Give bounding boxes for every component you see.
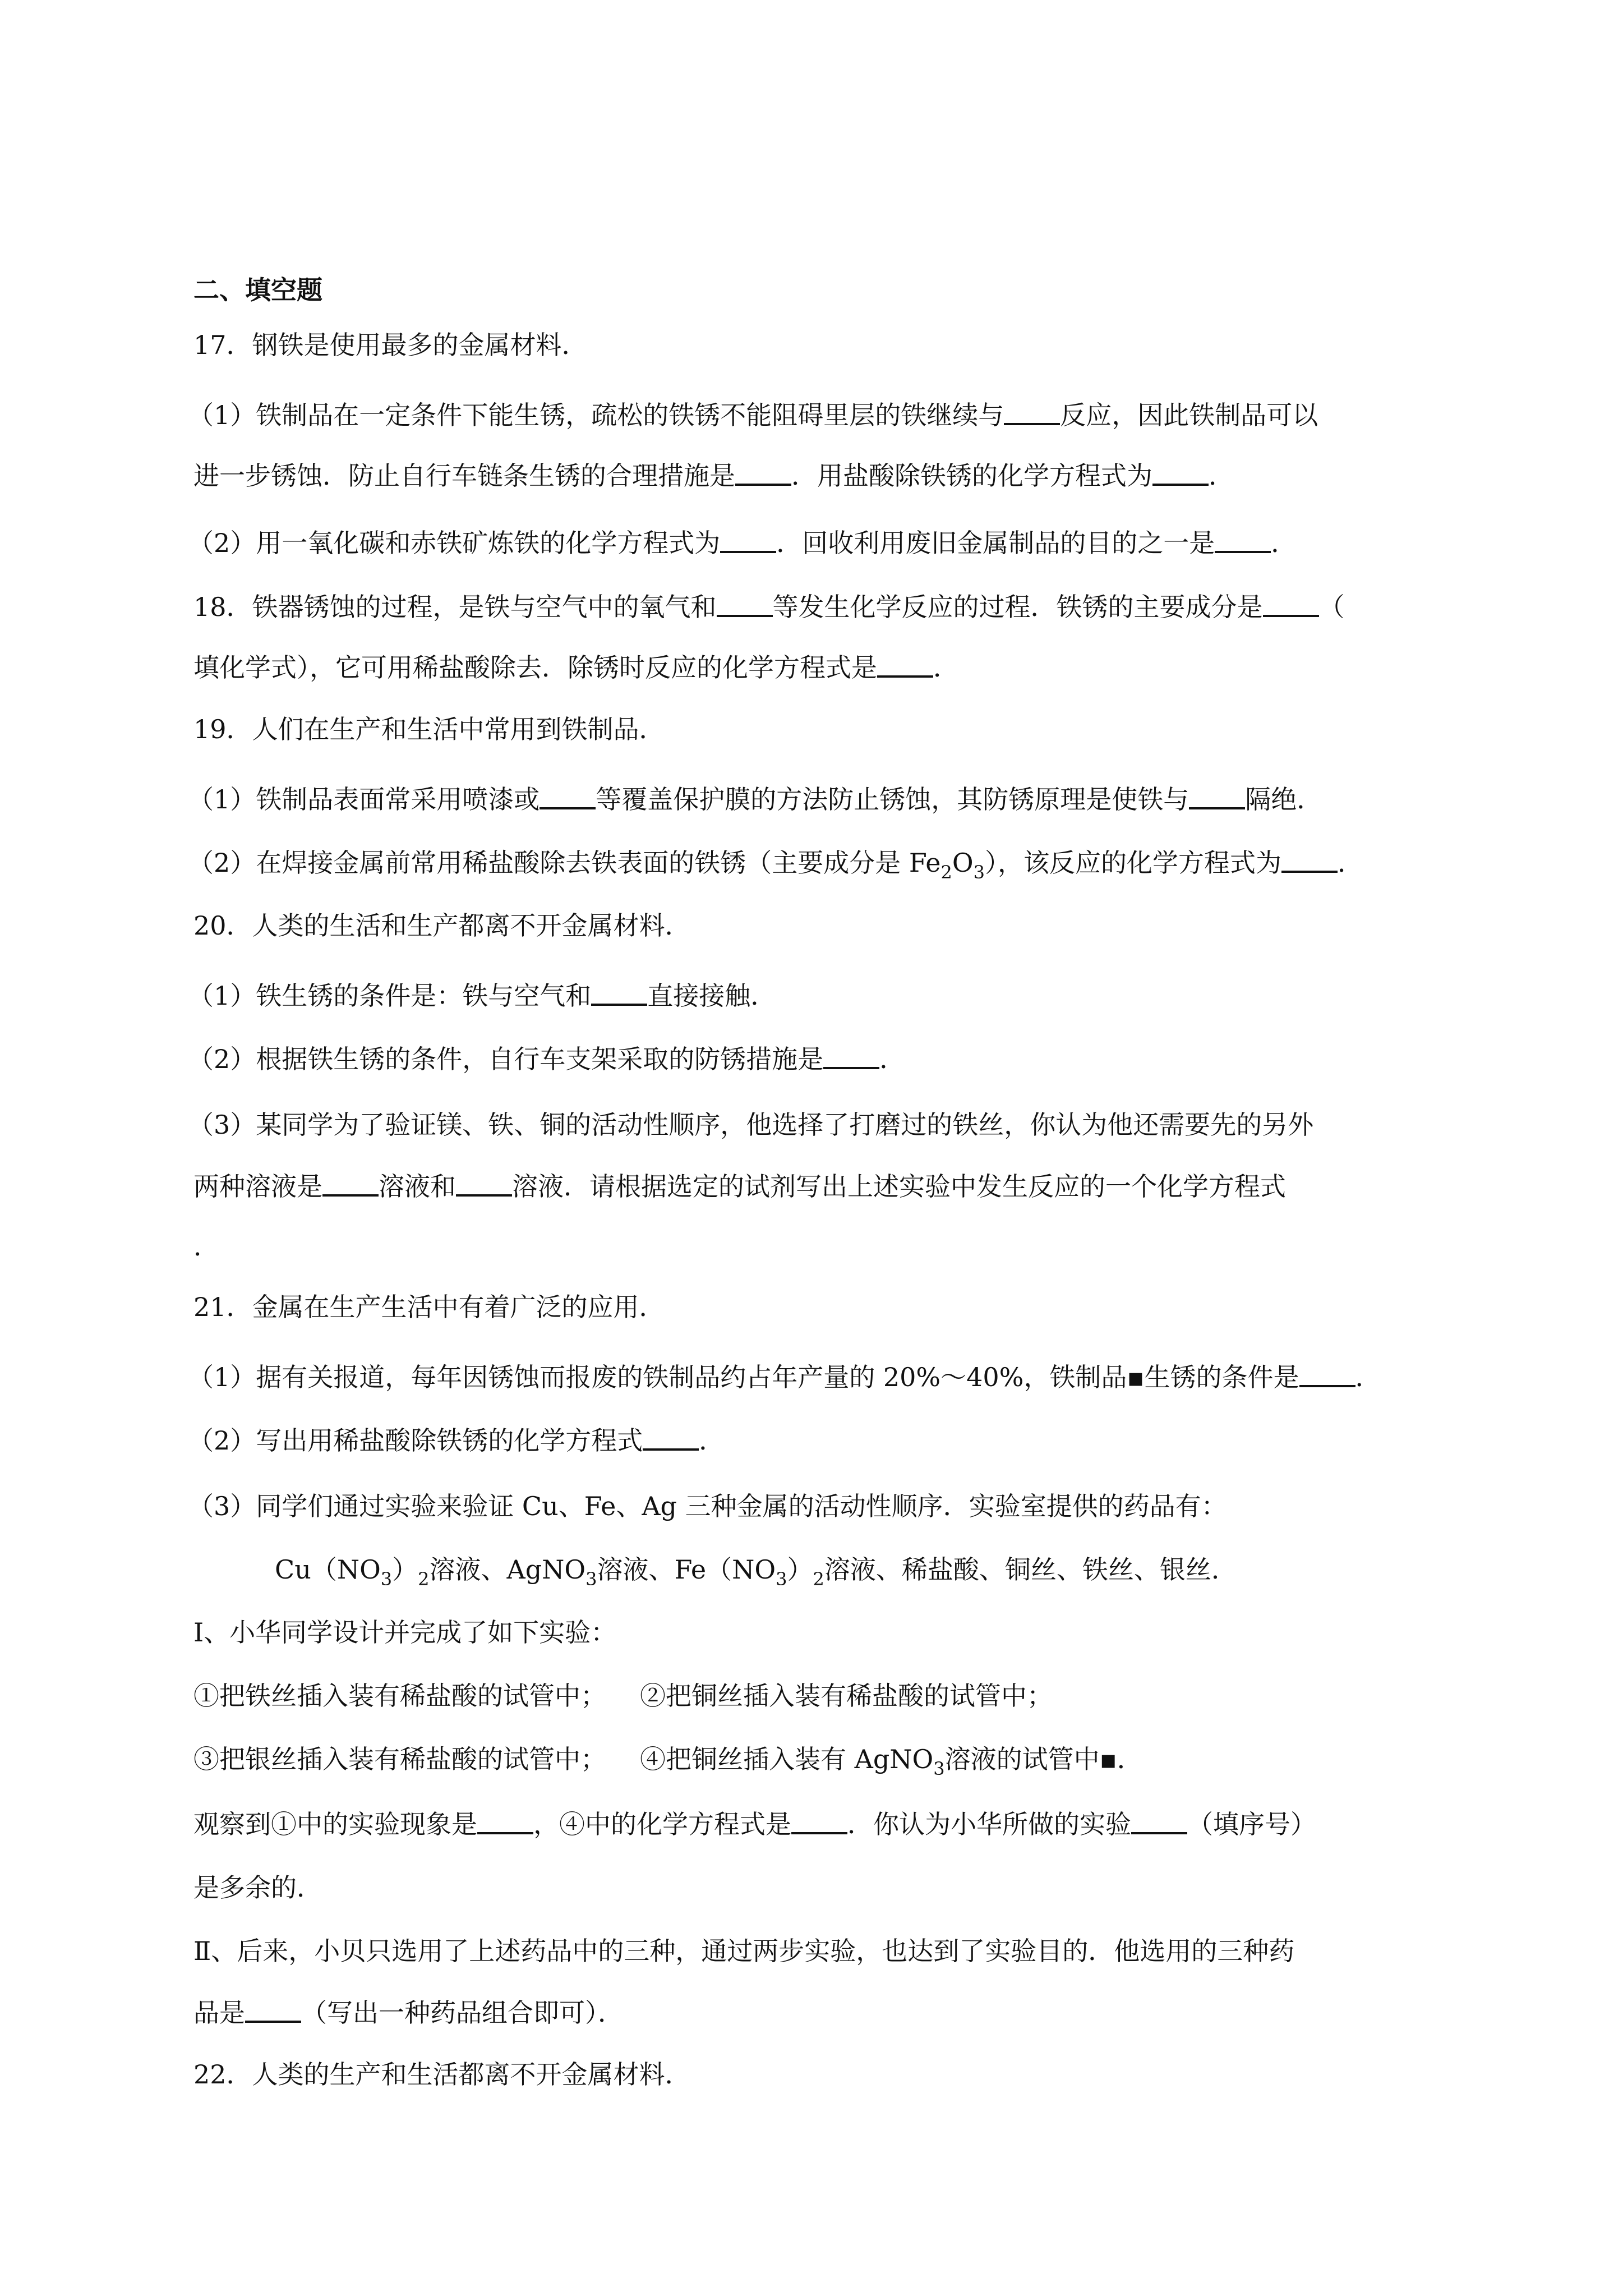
q20-part3-line2 xyxy=(193,1170,1444,1203)
reagent-text: 溶液、AgNO xyxy=(429,1554,586,1585)
reagent-text: 溶液、稀盐酸、铜丝、铁丝、银丝． xyxy=(824,1554,1237,1585)
q21-obs-c: ．你认为小华所做的实验 xyxy=(847,1809,1131,1839)
experiment-4: ④把铜丝插入装有 AgNO xyxy=(640,1744,934,1774)
answer-blank[interactable] xyxy=(456,1172,512,1197)
q21-obs-b: ，④中的化学方程式是 xyxy=(533,1809,791,1839)
q19-p2mid: O xyxy=(952,848,974,878)
q21-experiments-row1 xyxy=(193,1679,1444,1713)
q20-p3d: 溶液．请根据选定的试剂写出上述实验中发生反应的一个化学方程式 xyxy=(512,1171,1286,1202)
q21-section-ii-line2 xyxy=(193,1996,1444,2030)
q19-stem: 19．人们在生产和生活中常用到铁制品． xyxy=(193,714,665,744)
q21-p1c: ． xyxy=(1355,1362,1381,1392)
q20-p3c: 溶液和 xyxy=(379,1171,456,1202)
q18-d: 填化学式），它可用稀盐酸除去．除锈时反应的化学方程式是 xyxy=(193,652,877,683)
answer-blank[interactable] xyxy=(720,528,776,553)
q18-e: ． xyxy=(933,652,959,683)
q17-p2a: （2）用一氧化碳和赤铁矿炼铁的化学方程式为 xyxy=(188,528,721,558)
q21-p2b: ． xyxy=(699,1425,725,1456)
q21-reagents xyxy=(275,1553,1525,1589)
q19-p1a: （1）铁制品表面常采用喷漆或 xyxy=(188,784,540,815)
q20-p2b: ． xyxy=(879,1044,906,1074)
q21-part2 xyxy=(188,1424,1438,1457)
experiment-4-end: 溶液的试管中 xyxy=(944,1744,1100,1774)
q17-p1d: ．用盐酸除铁锈的化学方程式为 xyxy=(791,461,1152,491)
experiment-3: ③把银丝插入装有稀盐酸的试管中； xyxy=(193,1744,606,1774)
q19-p2c: ． xyxy=(1337,848,1363,878)
q21-ii-c: （写出一种药品组合即可）． xyxy=(301,1998,624,2028)
subscript: 2 xyxy=(418,1568,430,1590)
q20-part1 xyxy=(188,979,1438,1013)
answer-blank[interactable] xyxy=(1004,401,1060,425)
stray-mark: ▪ xyxy=(1127,1362,1145,1392)
answer-blank[interactable] xyxy=(823,1045,879,1069)
q20-p1a: （1）铁生锈的条件是：铁与空气和 xyxy=(188,981,592,1011)
answer-blank[interactable] xyxy=(791,1810,847,1834)
q17-stem: 17．钢铁是使用最多的金属材料． xyxy=(193,330,588,360)
q21-p1a: （1）据有关报道，每年因锈蚀而报废的铁制品约占年产量的 20%～40%，铁制品 xyxy=(188,1362,1127,1392)
answer-blank[interactable] xyxy=(735,461,791,486)
answer-blank[interactable] xyxy=(643,1426,699,1451)
q20-p1b: 直接接触． xyxy=(647,981,777,1011)
q21-p2a: （2）写出用稀盐酸除铁锈的化学方程式 xyxy=(188,1425,643,1456)
q17-p1a: （1）铁制品在一定条件下能生锈，疏松的铁锈不能阻碍里层的铁继续与 xyxy=(188,400,1004,430)
reagent-text: Cu（NO xyxy=(275,1554,381,1585)
q20-p3b: 两种溶液是 xyxy=(193,1171,322,1202)
q17-part2 xyxy=(188,526,1438,560)
q21-observation-line2: 是多余的． xyxy=(193,1872,322,1903)
q21-stem: 21．金属在生产生活中有着广泛的应用． xyxy=(193,1292,665,1322)
q17-part1-line2 xyxy=(193,459,1444,493)
answer-blank[interactable] xyxy=(1281,848,1338,873)
q19-p1c: 隔绝． xyxy=(1245,784,1323,815)
answer-blank[interactable] xyxy=(1299,1363,1355,1387)
q20-part2 xyxy=(188,1042,1438,1076)
q21-experiments-row2 xyxy=(193,1742,1444,1779)
answer-blank[interactable] xyxy=(717,592,773,617)
q19-p2b: ），该反应的化学方程式为 xyxy=(984,848,1281,878)
answer-blank[interactable] xyxy=(245,1998,301,2023)
answer-blank[interactable] xyxy=(477,1810,533,1834)
q20-p2a: （2）根据铁生锈的条件，自行车支架采取的防锈措施是 xyxy=(188,1044,824,1074)
subscript: 3 xyxy=(776,1568,787,1590)
q20-part3-line1: （3）某同学为了验证镁、铁、铜的活动性顺序，他选择了打磨过的铁丝，你认为他还需要先的另外 xyxy=(188,1110,1314,1140)
q21-ii-b: 品是 xyxy=(193,1998,245,2028)
q21-part1 xyxy=(188,1360,1438,1394)
answer-blank[interactable] xyxy=(591,981,647,1006)
q19-part2 xyxy=(188,846,1438,882)
subscript: 2 xyxy=(813,1568,824,1590)
answer-blank[interactable] xyxy=(1189,785,1245,809)
answer-blank[interactable] xyxy=(1263,592,1319,617)
q17-p1b: 反应，因此铁制品可以 xyxy=(1060,400,1318,430)
q18-line2 xyxy=(193,651,1444,684)
subscript: 2 xyxy=(940,862,952,883)
q21-obs-d: （填序号） xyxy=(1187,1809,1316,1839)
q18-a: 18．铁器锈蚀的过程，是铁与空气中的氧气和 xyxy=(193,592,717,622)
q18-c: （ xyxy=(1318,592,1345,622)
answer-blank[interactable] xyxy=(1131,1810,1187,1834)
q19-part1 xyxy=(188,783,1438,816)
answer-blank[interactable] xyxy=(1152,461,1209,486)
q21-obs-a: 观察到①中的实验现象是 xyxy=(193,1809,477,1839)
reagent-text: ） xyxy=(787,1554,813,1585)
answer-blank[interactable] xyxy=(1215,528,1271,553)
q17-p2b: ．回收利用废旧金属制品的目的之一是 xyxy=(776,528,1215,558)
q20-stem: 20．人类的生活和生产都离不开金属材料． xyxy=(193,910,691,941)
answer-blank[interactable] xyxy=(322,1172,379,1197)
experiment-1: ①把铁丝插入装有稀盐酸的试管中； xyxy=(193,1681,606,1711)
q21-p1b: 生锈的条件是 xyxy=(1144,1362,1299,1392)
stray-mark: ▪． xyxy=(1099,1744,1143,1774)
q19-p2a: （2）在焊接金属前常用稀盐酸除去铁表面的铁锈（主要成分是 Fe xyxy=(188,848,941,878)
subscript: 3 xyxy=(933,1758,945,1779)
q18-line1 xyxy=(193,590,1444,624)
q19-p1b: 等覆盖保护膜的方法防止锈蚀，其防锈原理是使铁与 xyxy=(596,784,1189,815)
answer-blank[interactable] xyxy=(540,785,596,809)
q17-p1c: 进一步锈蚀．防止自行车链条生锈的合理措施是 xyxy=(193,461,735,491)
q21-observation-line1 xyxy=(193,1807,1444,1841)
q21-section-i: Ⅰ、小华同学设计并完成了如下实验： xyxy=(193,1617,617,1648)
subscript: 3 xyxy=(973,862,985,883)
q17-p1e: ． xyxy=(1209,461,1234,491)
q22-stem: 22．人类的生产和生活都离不开金属材料． xyxy=(193,2059,691,2090)
answer-blank[interactable] xyxy=(877,653,933,678)
subscript: 3 xyxy=(380,1568,393,1590)
subscript: 3 xyxy=(585,1568,597,1590)
q21-section-ii-line1: Ⅱ、后来，小贝只选用了上述药品中的三种，通过两步实验，也达到了实验目的．他选用的三种药 xyxy=(193,1936,1295,1966)
q21-part3: （3）同学们通过实验来验证 Cu、Fe、Ag 三种金属的活动性顺序．实验室提供的药品有： xyxy=(188,1491,1227,1521)
experiment-2: ②把铜丝插入装有稀盐酸的试管中； xyxy=(640,1681,1053,1711)
reagent-text: 溶液、Fe（NO xyxy=(597,1554,776,1585)
q20-part3-line3: ． xyxy=(193,1231,219,1262)
reagent-text: ） xyxy=(392,1554,418,1585)
q17-part1-line1 xyxy=(188,398,1438,432)
q18-b: 等发生化学反应的过程．铁锈的主要成分是 xyxy=(772,592,1263,622)
q17-p2c: ． xyxy=(1271,528,1297,558)
section-heading: 二、填空题 xyxy=(193,275,322,305)
